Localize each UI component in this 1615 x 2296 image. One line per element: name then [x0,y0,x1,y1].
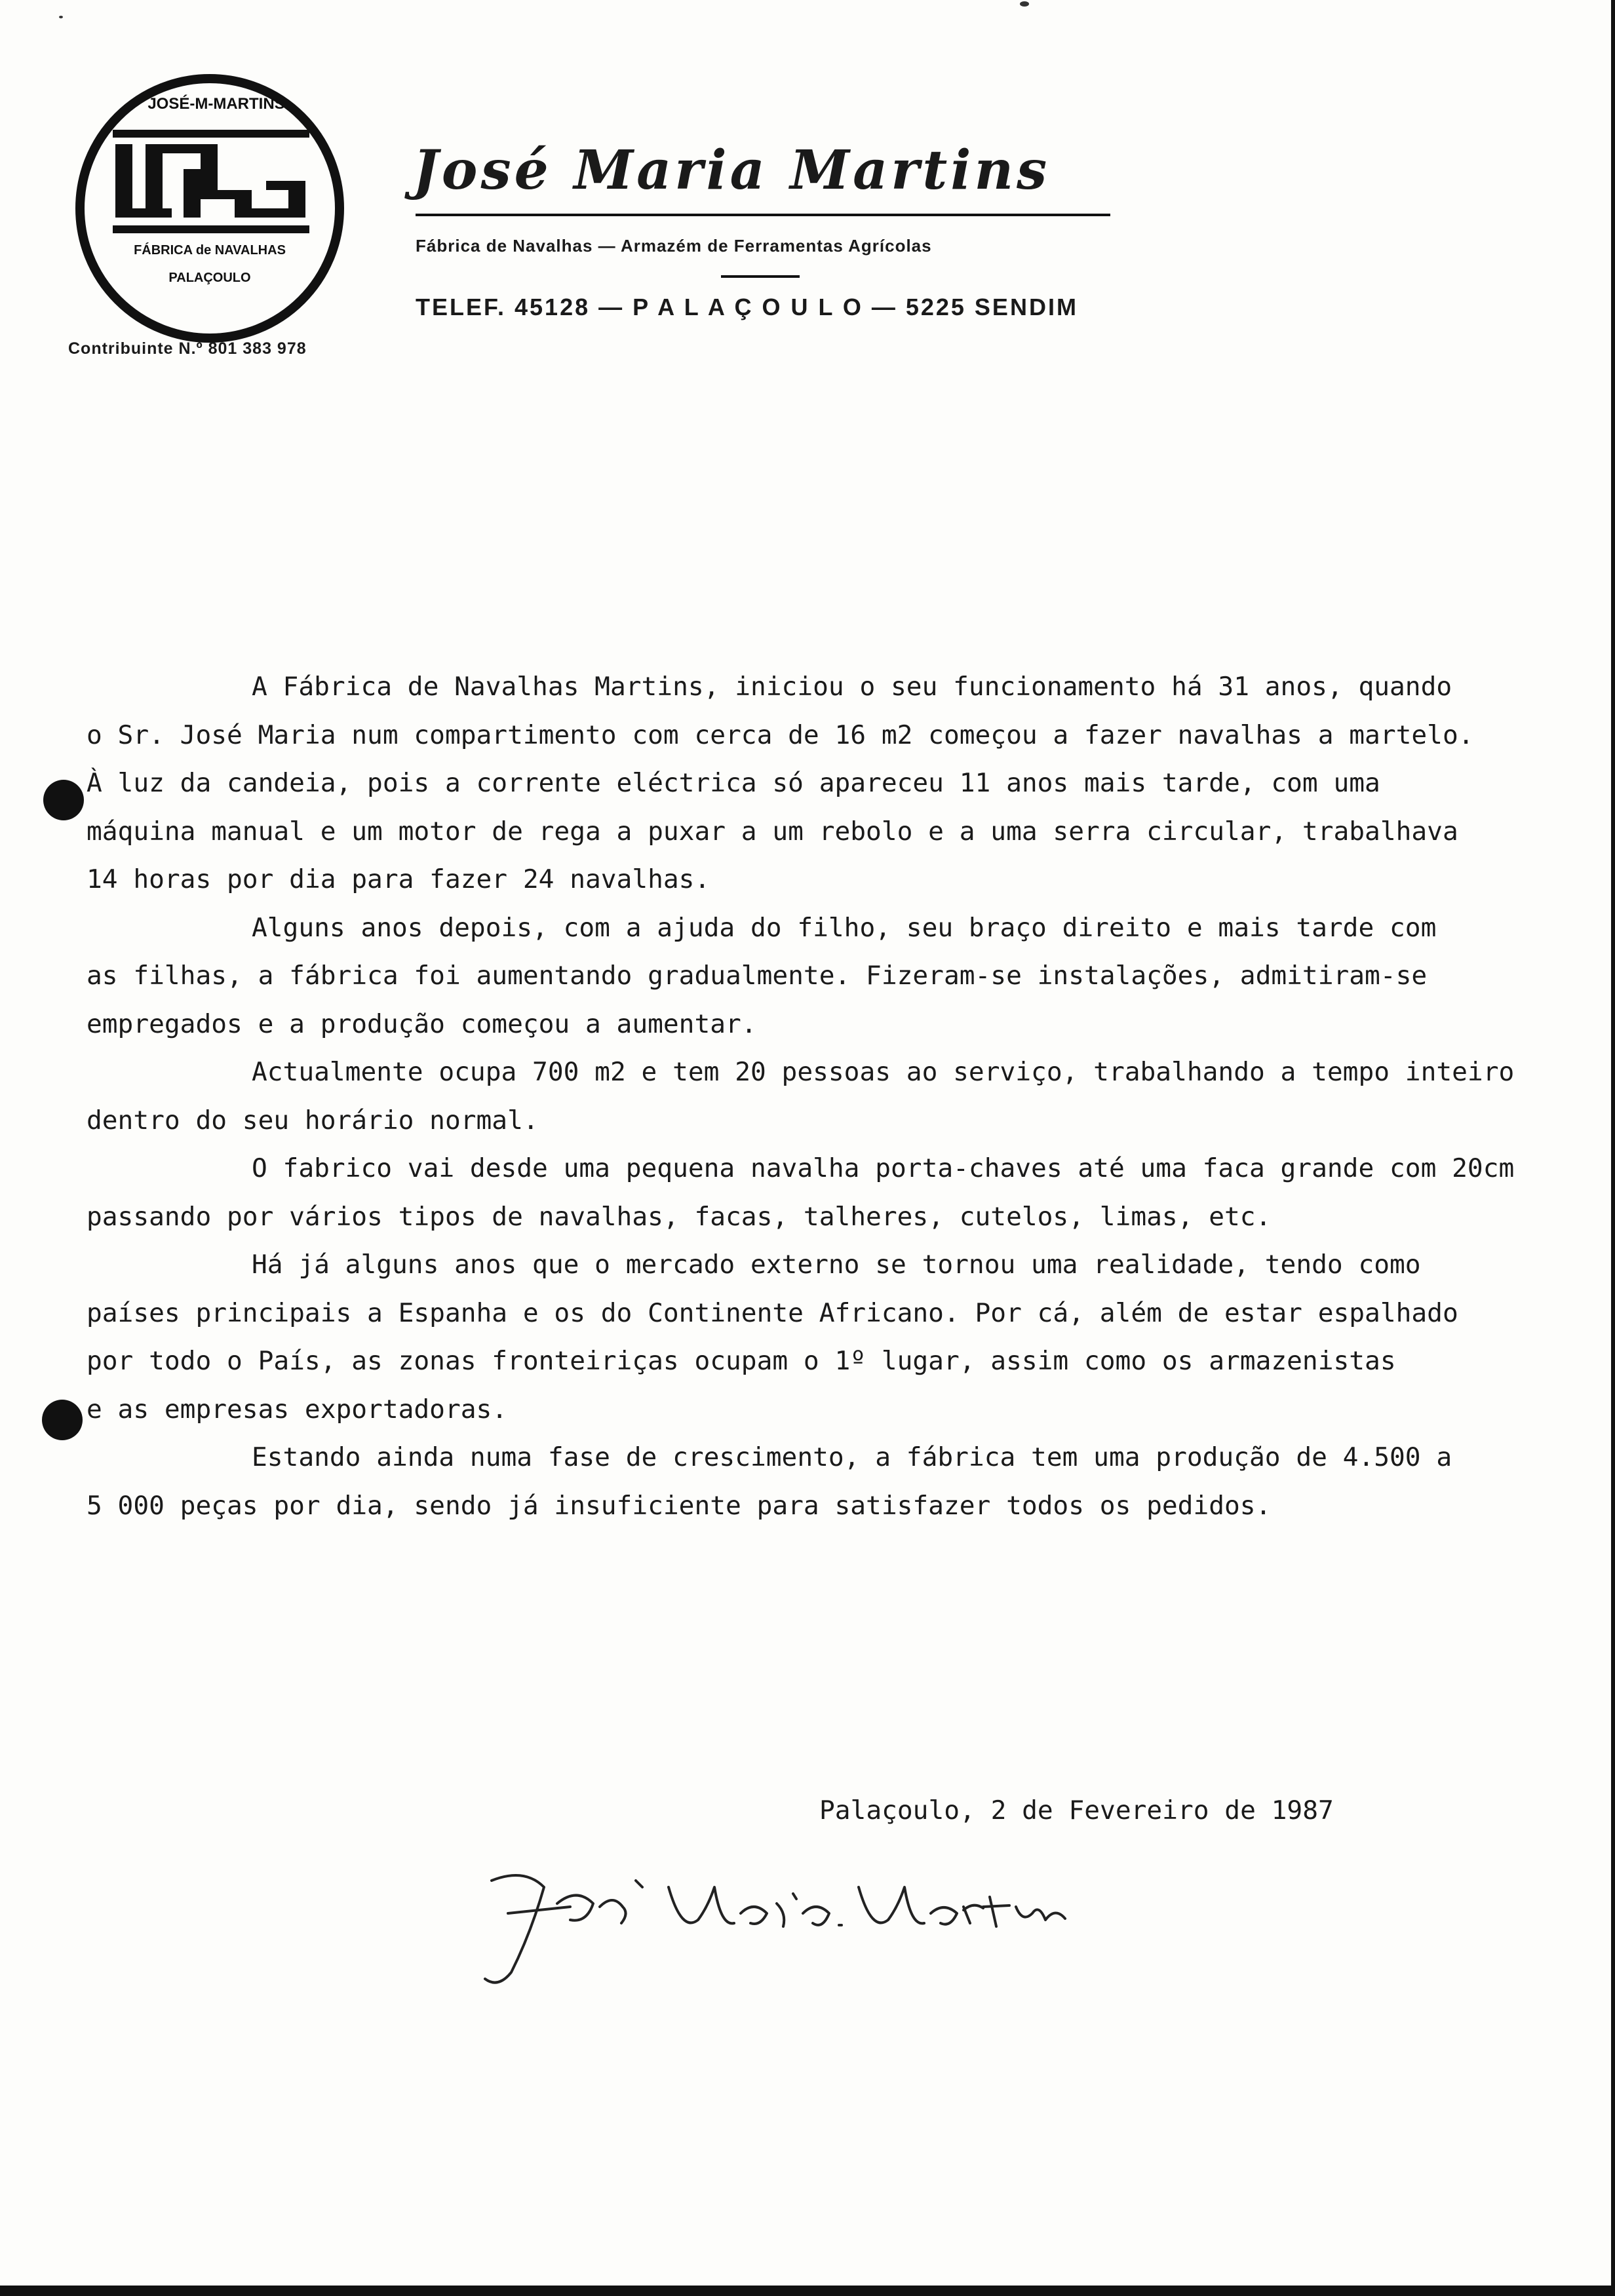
punch-hole [42,1400,83,1440]
body-line: passando por vários tipos de navalhas, facas, talheres, cutelos, limas, etc. [87,1201,1272,1232]
body-line: países principais a Espanha e os do Continente Africano. Por cá, além de estar espalhado [87,1297,1458,1328]
body-line: A Fábrica de Navalhas Martins, iniciou o seu funcionamento há 31 anos, quando [252,672,1452,702]
company-name: José Maria Martins [413,139,1051,202]
body-line: por todo o País, as zonas fronteiriças ocupam o 1º lugar, assim como os armazenistas [87,1346,1396,1376]
logo-monogram-mark [113,130,309,233]
body-line: Estando ainda numa fase de crescimento, a fábrica tem uma produção de 4.500 a [252,1442,1452,1472]
scan-speck [1020,1,1029,7]
body-line: o Sr. José Maria num compartimento com cerca de 16 m2 começou a fazer navalhas a martelo. [87,719,1474,750]
taxpayer-number: Contribuinte N.º 801 383 978 [68,339,307,358]
body-line: Há já alguns anos que o mercado externo se tornou uma realidade, tendo como [252,1250,1421,1280]
body-line: Actualmente ocupa 700 m2 e tem 20 pessoas ao serviço, trabalhando a tempo inteiro [252,1057,1515,1087]
place-date: Palaçoulo, 2 de Fevereiro de 1987 [819,1795,1334,1826]
body-line: O fabrico vai desde uma pequena navalha porta-chaves até uma faca grande com 20cm [252,1153,1515,1183]
handwritten-signature [446,1841,1140,1992]
punch-hole [43,780,84,820]
company-logo-seal [72,71,347,346]
logo-top-text: JOSÉ-M-MARTINS [147,95,285,113]
logo-bottom-text: PALAÇOULO [168,271,251,285]
scan-speck [59,16,63,18]
body-line: dentro do seu horário normal. [87,1105,539,1136]
header-short-rule [721,275,800,278]
body-line: 5 000 peças por dia, sendo já insuficiente para satisfazer todos os pedidos. [87,1490,1272,1521]
scan-edge-right [1611,0,1615,2296]
body-line: as filhas, a fábrica foi aumentando gradualmente. Fizeram-se instalações, admitiram-se [87,961,1428,991]
logo-mid-text: FÁBRICA de NAVALHAS [134,243,286,258]
body-line: máquina manual e um motor de rega a puxar a um rebolo e a uma serra circular, trabalhava [87,816,1458,847]
body-line: 14 horas por dia para fazer 24 navalhas. [87,864,710,894]
letter-body [87,663,1587,1530]
body-line: À luz da candeia, pois a corrente eléctrica só apareceu 11 anos mais tarde, com uma [87,768,1380,798]
body-line: Alguns anos depois, com a ajuda do filho, seu braço direito e mais tarde com [252,912,1437,943]
body-line: empregados e a produção começou a aumentar. [87,1008,757,1039]
phone-address-line: TELEF. 45128 — P A L A Ç O U L O — 5225 SENDIM [416,294,1078,320]
body-line: e as empresas exportadoras. [87,1394,508,1425]
company-subtitle: Fábrica de Navalhas — Armazém de Ferramentas Agrícolas [416,236,932,256]
header-rule [416,214,1110,216]
scan-edge-bottom [0,2286,1615,2296]
